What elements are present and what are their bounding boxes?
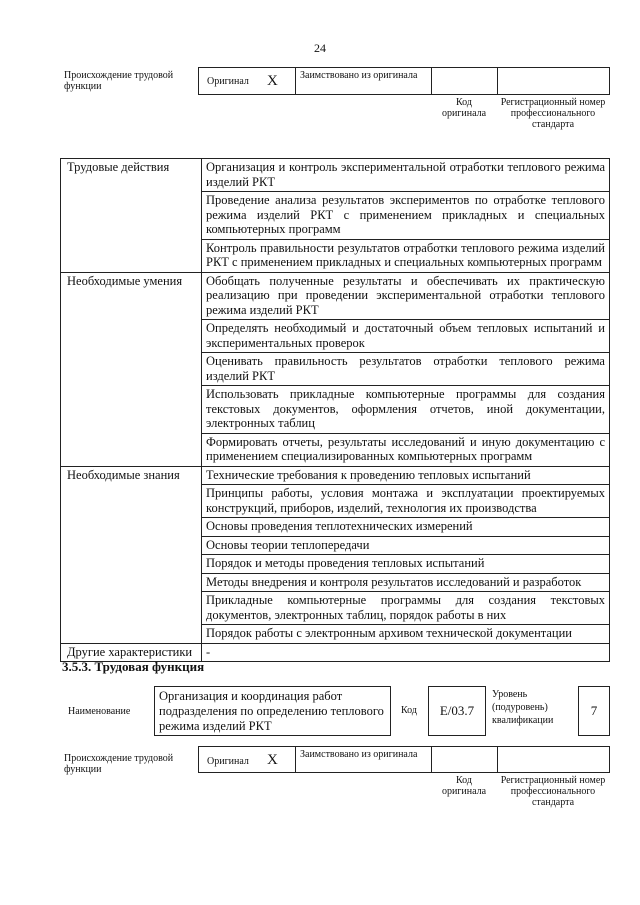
page-number: 24 <box>314 41 326 55</box>
table-item: Основы теории теплопередачи <box>202 536 610 555</box>
borrowed-label-top: Заимствовано из оригинала <box>300 70 418 81</box>
original-label-top: Оригинал <box>207 76 249 87</box>
table-item: Определять необходимый и достаточный объем тепловых испытаний и экспериментальных проверок <box>202 320 610 353</box>
code-original-top: Код оригинала <box>441 97 487 119</box>
labor-function-table <box>60 158 610 662</box>
category-other-characteristics: Другие характеристики <box>61 643 202 662</box>
category-labor-actions: Трудовые действия <box>61 159 202 273</box>
category-required-skills: Необходимые умения <box>61 272 202 466</box>
table-item: Технические требования к проведению тепловых испытаний <box>202 466 610 485</box>
table-item: - <box>202 643 610 662</box>
table-item: Обобщать полученные результаты и обеспечивать их практическую реализацию при проведении экспериментальной отработки теплового режима изделий РКТ <box>202 272 610 320</box>
code-value-box <box>428 686 486 736</box>
table-item: Методы внедрения и контроля результатов исследований и разработок <box>202 573 610 592</box>
table-item: Организация и контроль экспериментальной отработки теплового режима изделий РКТ <box>202 159 610 192</box>
original-mark-bottom: X <box>267 752 278 768</box>
table-item: Оценивать правильность результатов отработки теплового режима изделий РКТ <box>202 353 610 386</box>
origin-box-bottom <box>198 746 610 773</box>
table-item: Использовать прикладные компьютерные программы для создания текстовых документов, оформления отчетов, иной документации, электронных таблиц <box>202 386 610 434</box>
table-item: Прикладные компьютерные программы для создания текстовых документов, электронных таблиц, порядок работы в них <box>202 592 610 625</box>
table-item: Порядок и методы проведения тепловых испытаний <box>202 555 610 574</box>
table-item: Формировать отчеты, результаты исследований и иную документацию с применением специализированных компьютерных программ <box>202 433 610 466</box>
table-item: Порядок работы с электронным архивом технической документации <box>202 625 610 644</box>
code-value: E/03.7 <box>439 703 475 718</box>
reg-number-bottom: Регистрационный номер профессионального стандарта <box>500 775 606 808</box>
name-value-box <box>154 686 391 736</box>
reg-number-top: Регистрационный номер профессионального стандарта <box>500 97 606 130</box>
level-label: Уровень (подуровень) квалификации <box>492 689 554 726</box>
section-title: 3.5.3. Трудовая функция <box>62 659 205 674</box>
table-item: Основы проведения теплотехнических измерений <box>202 518 610 537</box>
origin-label-bottom: Происхождение трудовой функции <box>64 753 174 775</box>
original-mark-top: X <box>267 73 278 89</box>
table-item: Контроль правильности результатов отработки теплового режима изделий РКТ с применением прикладных и специальных компьютерных программ <box>202 239 610 272</box>
level-value: 7 <box>590 703 598 718</box>
table-item: Проведение анализа результатов экспериментов по отработке теплового режима изделий РКТ с применением прикладных и специальных компьютерных программ <box>202 192 610 240</box>
borrowed-label-bottom: Заимствовано из оригинала <box>300 749 418 760</box>
origin-box-top <box>198 67 610 95</box>
level-value-box <box>578 686 610 736</box>
origin-label-top: Происхождение трудовой функции <box>64 70 174 92</box>
category-required-knowledge: Необходимые знания <box>61 466 202 643</box>
original-label-bottom: Оригинал <box>207 756 249 767</box>
code-original-bottom: Код оригинала <box>441 775 487 797</box>
table-item: Принципы работы, условия монтажа и эксплуатации проектируемых конструкций, приборов, изделий, технология их производства <box>202 485 610 518</box>
function-name: Организация и координация работ подразделения по определению теплового режима изделий РКТ <box>159 689 384 733</box>
code-label: Код <box>401 705 417 716</box>
name-label: Наименование <box>68 706 131 717</box>
